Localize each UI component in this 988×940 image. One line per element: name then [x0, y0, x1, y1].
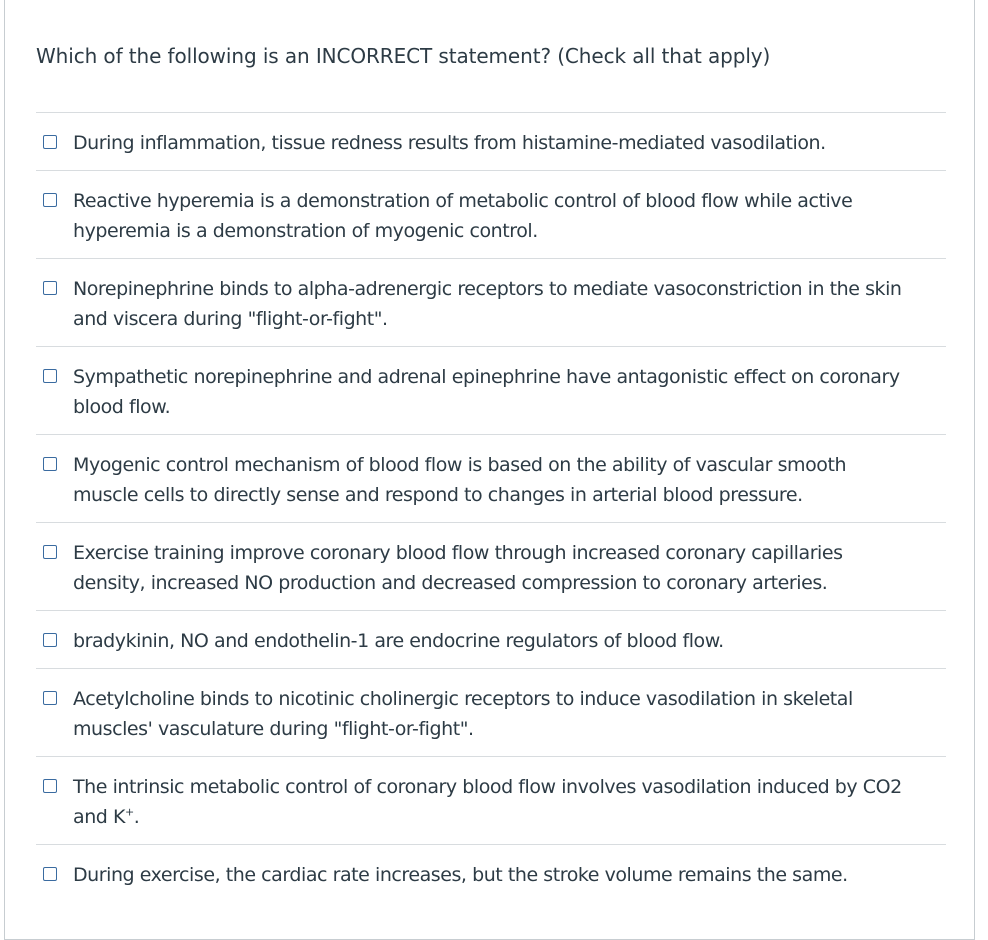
- answer-label: Acetylcholine binds to nicotinic cholinergic receptors to induce vasodilation in skeletal muscles' vasculature during "flight-or-fight".: [73, 688, 853, 740]
- question-card: [4, 0, 975, 940]
- question-text: Which of the following is an INCORRECT statement? (Check all that apply): [36, 44, 771, 68]
- answer-option-8[interactable]: [36, 668, 946, 756]
- answer-checkbox[interactable]: [43, 193, 57, 207]
- answer-checkbox[interactable]: [43, 867, 57, 881]
- answer-checkbox[interactable]: [43, 545, 57, 559]
- answer-checkbox[interactable]: [43, 281, 57, 295]
- answer-option-7[interactable]: [36, 610, 946, 668]
- answer-label: During inflammation, tissue redness results from histamine-mediated vasodilation.: [73, 132, 826, 154]
- answer-checkbox[interactable]: [43, 633, 57, 647]
- answer-option-9[interactable]: [36, 756, 946, 844]
- answer-checkbox[interactable]: [43, 135, 57, 149]
- answer-checkbox[interactable]: [43, 457, 57, 471]
- answer-label: Sympathetic norepinephrine and adrenal epinephrine have antagonistic effect on coronary blood flow.: [73, 366, 900, 418]
- answer-text-end: .: [133, 806, 140, 828]
- answer-option-1[interactable]: [36, 112, 946, 170]
- answer-label: Reactive hyperemia is a demonstration of metabolic control of blood flow while active hyperemia is a demonstration of myogenic control.: [73, 190, 853, 242]
- answer-label: [73, 772, 913, 832]
- answer-list: [36, 112, 946, 902]
- answer-option-4[interactable]: [36, 346, 946, 434]
- answer-checkbox[interactable]: [43, 779, 57, 793]
- answer-checkbox[interactable]: [43, 369, 57, 383]
- answer-label: bradykinin, NO and endothelin-1 are endocrine regulators of blood flow.: [73, 630, 724, 652]
- answer-option-3[interactable]: [36, 258, 946, 346]
- answer-label: Myogenic control mechanism of blood flow is based on the ability of vascular smooth muscle cells to directly sense and respond to changes in arterial blood pressure.: [73, 454, 847, 506]
- answer-option-5[interactable]: [36, 434, 946, 522]
- answer-label: Norepinephrine binds to alpha-adrenergic receptors to mediate vasoconstriction in the skin and viscera during "flight-or-fight".: [73, 278, 902, 330]
- answer-text: The intrinsic metabolic control of coronary blood flow involves vasodilation induced by CO2 and K: [73, 776, 902, 828]
- answer-label: During exercise, the cardiac rate increases, but the stroke volume remains the same.: [73, 864, 848, 886]
- answer-option-2[interactable]: [36, 170, 946, 258]
- answer-checkbox[interactable]: [43, 691, 57, 705]
- answer-label: Exercise training improve coronary blood flow through increased coronary capillaries density, increased NO production and decreased compression to coronary arteries.: [73, 542, 843, 594]
- superscript-plus: +: [125, 805, 134, 819]
- answer-option-6[interactable]: [36, 522, 946, 610]
- answer-option-10[interactable]: [36, 844, 946, 902]
